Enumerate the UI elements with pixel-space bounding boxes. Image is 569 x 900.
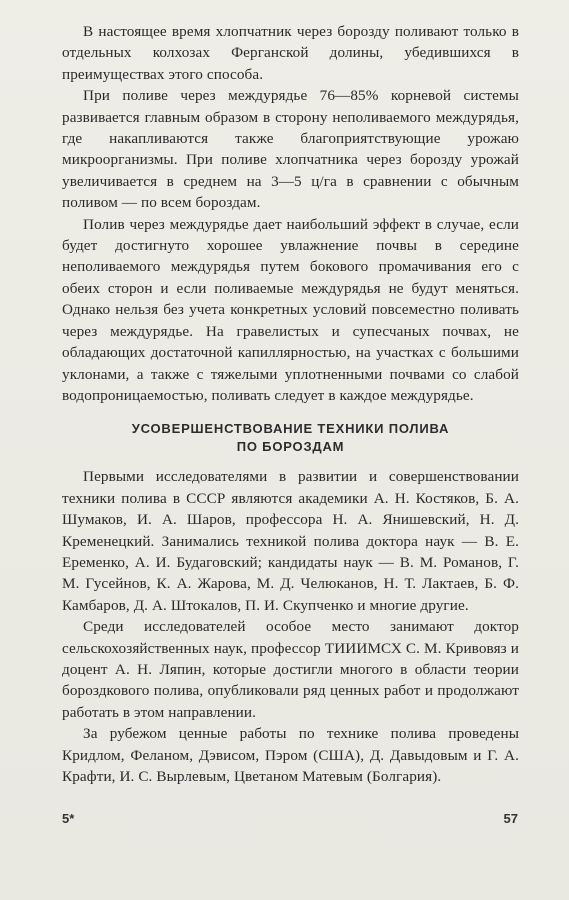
paragraph-4: Первыми исследователями в развитии и совершенствовании техники полива в СССР являются академики А. Н. Костяков, Б. А. Шумаков, И. А. Шаров, профессора Н. А. Янишевский, Н. Д. Кременецкий. Занимались техникой полива доктора наук — В. Е. Еременко, А. И. Будаговский; кандидаты наук — В. М. Романов, Г. М. Гусейнов, К. А. Жарова, М. Д. Челюканов, Н. Т. Лактаев, Б. Ф. Камбаров, Д. А. Штокалов, П. И. Скупченко и многие другие.	[62, 468, 519, 614]
section-heading-line-2: ПО БОРОЗДАМ	[236, 439, 345, 455]
page-text	[62, 21, 519, 787]
paragraph-6: За рубежом ценные работы по технике полива проведены Кридлом, Феланом, Дэвисом, Пэром (США), Д. Давыдовым и Г. А. Крафти, И. С. Вырлевым, Цветаном Матевым (Болгария).	[62, 725, 519, 785]
paragraph-3: Полив через междурядье дает наибольший эффект в случае, если будет достигнуто хорошее увлажнение почвы в середине неполиваемого междурядья путем бокового промачивания его с обеих сторон и если поливаемые междурядья не будут меняться. Однако нельзя без учета конкретных условий повсеместно поливать через междурядье. На гравелистых и супесчаных почвах, не обладающих достаточной капиллярностью, на участках с большими уклонами, а также с тяжелыми уплотненными почвами со слабой водопроницаемостью, поливать следует в каждое междурядье.	[62, 215, 519, 404]
section-heading-line-1: УСОВЕРШЕНСТВОВАНИЕ ТЕХНИКИ ПОЛИВА	[131, 421, 450, 437]
paragraph-5: Среди исследователей особое место занимают доктор сельскохозяйственных наук, профессор ТИИИМСХ С. М. Кривовяз и доцент А. Н. Ляпин, которые достигли многого в области теории бороздкового полива, опубликовали ряд ценных работ и продолжают работать в этом направлении.	[62, 618, 519, 721]
section-heading	[62, 420, 519, 456]
signature-mark: 5*	[62, 811, 75, 826]
page-number: 57	[503, 811, 518, 826]
paragraph-1: В настоящее время хлопчатник через борозду поливают только в отдельных колхозах Ферганской долины, убедившихся в преимуществах этого способа.	[62, 23, 519, 83]
paragraph-2: При поливе через междурядье 76—85% корневой системы развивается главным образом в сторону неполиваемого междурядья, где накапливаются также благоприятствующие урожаю микроорганизмы. При поливе хлопчатника через борозду урожай увеличивается в среднем на 3—5 ц/га в сравнении с обычным поливом — по всем бороздам.	[62, 87, 519, 212]
